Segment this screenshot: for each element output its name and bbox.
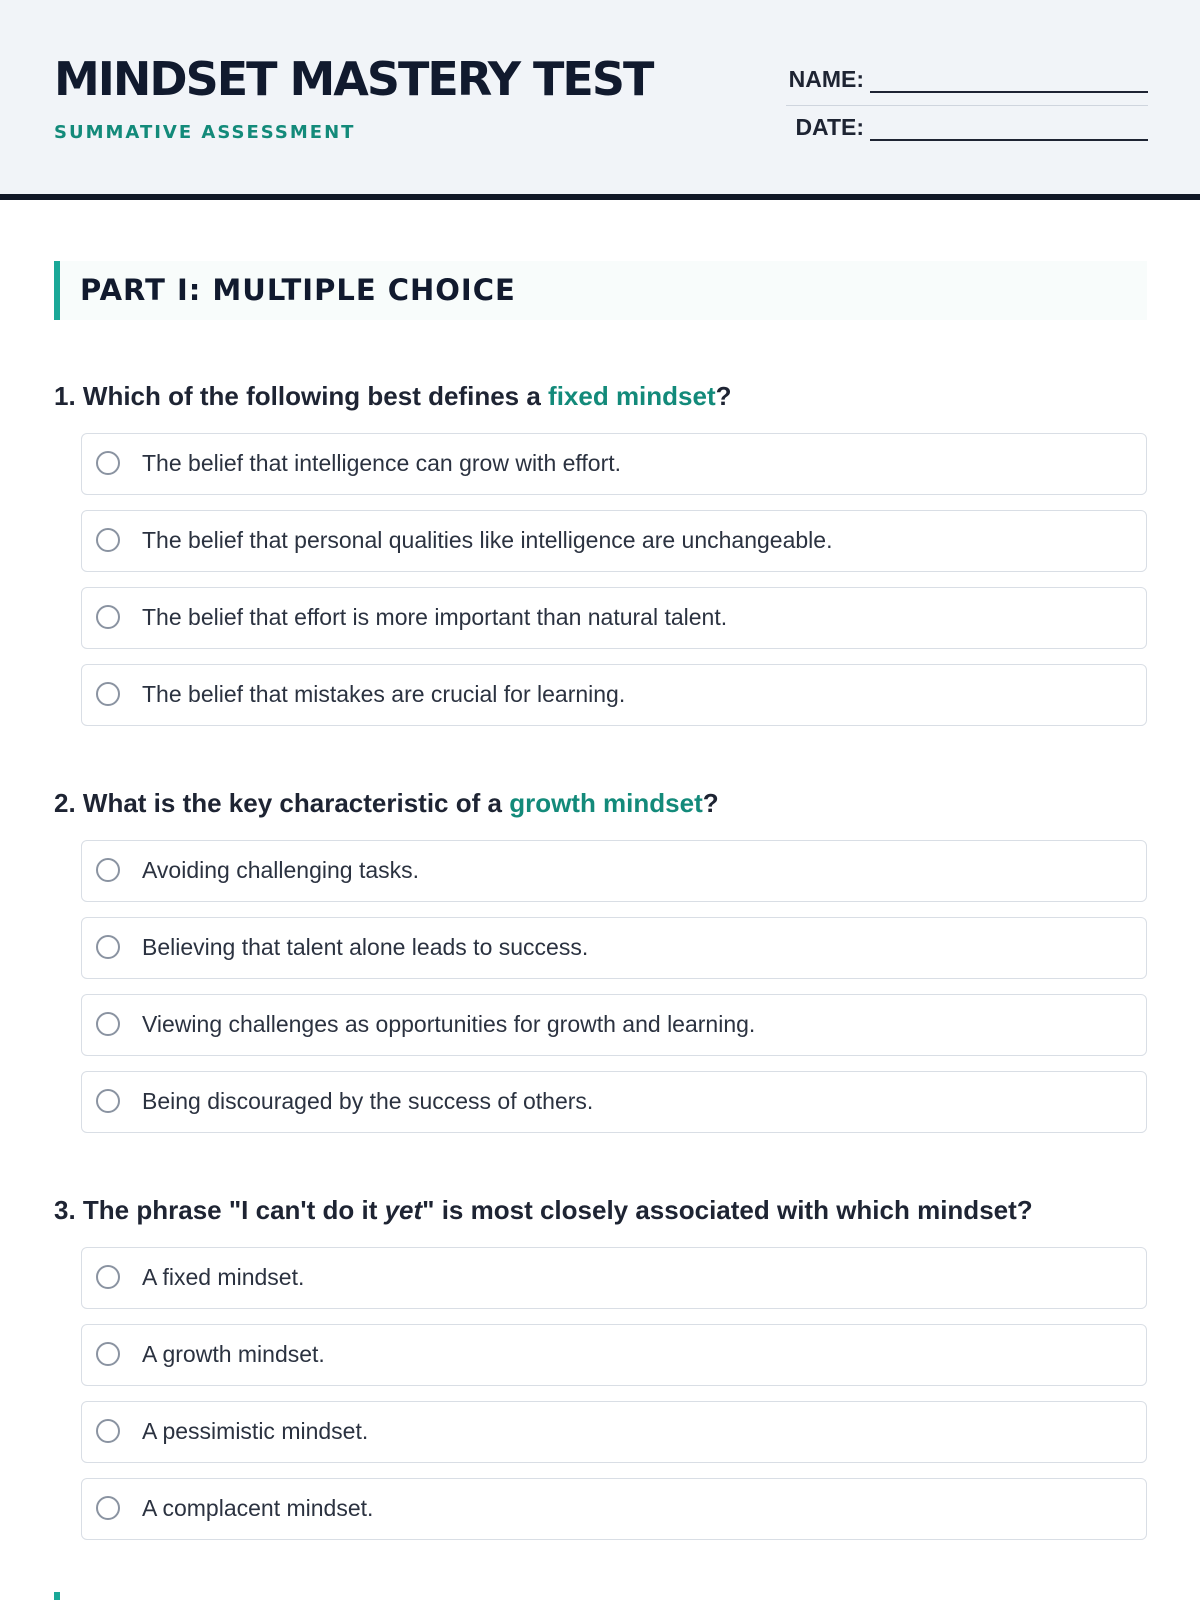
option-label: Avoiding challenging tasks. [142,857,420,883]
answer-option[interactable] [81,994,1147,1056]
radio-button[interactable] [96,605,120,629]
radio-button[interactable] [96,1012,120,1036]
option-label: The belief that personal qualities like intelligence are unchangeable. [142,527,833,553]
answer-option[interactable] [81,433,1147,495]
radio-button[interactable] [96,858,120,882]
question-highlight: fixed mindset [548,381,716,411]
option-label: A complacent mindset. [142,1495,374,1521]
question-3 [54,1193,1148,1521]
question-emphasis: yet [384,1195,423,1225]
answer-option[interactable] [81,1401,1147,1463]
page-subtitle: SUMMATIVE ASSESSMENT [54,122,356,143]
name-label: NAME: [788,66,864,92]
radio-button[interactable] [96,935,120,959]
answer-option[interactable] [81,1478,1147,1540]
question-text [54,786,1148,820]
question-text [54,1193,1148,1227]
radio-button[interactable] [96,451,120,475]
question-suffix: " is most closely associated with which mindset? [422,1195,1033,1225]
answer-option[interactable] [81,1071,1147,1133]
radio-button[interactable] [96,1342,120,1366]
radio-button[interactable] [96,1089,120,1113]
question-text [54,379,1148,413]
page-title: MINDSET MASTERY TEST [54,52,653,106]
question-prefix: 1. Which of the following best defines a [54,381,549,411]
answer-option[interactable] [81,1324,1147,1386]
option-label: Being discouraged by the success of others. [142,1088,594,1114]
option-label: The belief that effort is more important than natural talent. [142,604,728,630]
test-header [0,0,1200,200]
field-divider [786,105,1148,106]
radio-button[interactable] [96,1419,120,1443]
date-line[interactable] [870,117,1148,141]
answer-options [81,1247,1147,1555]
answer-option[interactable] [81,917,1147,979]
name-line[interactable] [870,69,1148,93]
question-highlight: growth mindset [509,788,703,818]
next-section-accent [54,1592,60,1600]
date-label: DATE: [795,114,864,140]
question-1 [54,379,1148,707]
question-2 [54,786,1148,1114]
option-label: A fixed mindset. [142,1264,305,1290]
answer-option[interactable] [81,587,1147,649]
option-label: A growth mindset. [142,1341,325,1367]
radio-button[interactable] [96,528,120,552]
question-suffix: ? [702,788,719,818]
section-header [54,261,1147,320]
option-label: The belief that mistakes are crucial for learning. [142,681,626,707]
question-suffix: ? [715,381,732,411]
question-prefix: 3. The phrase "I can't do it [54,1195,385,1225]
option-label: A pessimistic mindset. [142,1418,369,1444]
option-label: Viewing challenges as opportunities for growth and learning. [142,1011,756,1037]
name-field[interactable] [789,66,1148,93]
option-label: The belief that intelligence can grow with effort. [142,450,622,476]
answer-option[interactable] [81,664,1147,726]
answer-option[interactable] [81,840,1147,902]
answer-options [81,433,1147,741]
section-title: PART I: MULTIPLE CHOICE [80,273,516,307]
radio-button[interactable] [96,1496,120,1520]
radio-button[interactable] [96,682,120,706]
answer-options [81,840,1147,1148]
answer-option[interactable] [81,510,1147,572]
answer-option[interactable] [81,1247,1147,1309]
date-field[interactable] [795,114,1148,141]
radio-button[interactable] [96,1265,120,1289]
option-label: Believing that talent alone leads to success. [142,934,589,960]
question-prefix: 2. What is the key characteristic of a [54,788,510,818]
